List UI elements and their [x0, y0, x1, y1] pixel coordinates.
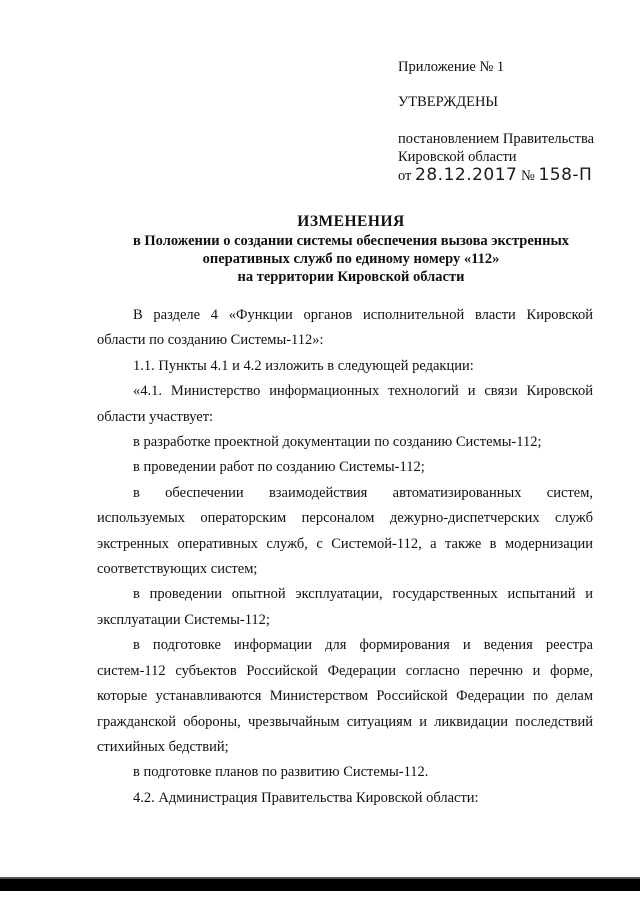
approval-block: [398, 58, 628, 185]
appendix-label: Приложение № 1: [398, 59, 505, 75]
document-body: [97, 303, 593, 811]
paragraph-4-1: «4.1. Министерство информационных технологий и связи Кировской области участвует:: [97, 383, 593, 425]
paragraph-section-4: В разделе 4 «Функции органов исполнительной власти Кировской области по созданию Системы-112»:: [97, 307, 593, 349]
handwritten-date: 28.12.2017: [415, 165, 518, 185]
paragraph-4-2: 4.2. Администрация Правительства Кировской области:: [133, 789, 479, 806]
resolution-line-1: постановлением Правительства: [398, 131, 595, 147]
list-item-trial-operation: в проведении опытной эксплуатации, государственных испытаний и эксплуатации Системы-112;: [97, 586, 593, 628]
list-item-design-docs: в разработке проектной документации по созданию Системы-112;: [133, 434, 542, 451]
list-item-works: в проведении работ по созданию Системы-112;: [133, 459, 425, 476]
list-item-interaction: в обеспечении взаимодействия автоматизированных систем, используемых операторским персоналом дежурно-диспетчерских служб экстренных оперативных служб, с Системой-112, а также в модернизации соответствующих систем;: [97, 484, 593, 578]
list-item-registry-info: в подготовке информации для формирования и ведения реестра систем-112 субъектов Российской Федерации согласно перечню и форме, которые устанавливаются Министерством Российской Федерации по делам гражданской обороны, чрезвычайным ситуациям и ликвидации последствий стихийных бедствий;: [97, 637, 593, 755]
document-title-block: [96, 213, 606, 286]
number-prefix: №: [521, 168, 535, 184]
resolution-line-2: Кировской области: [398, 149, 517, 165]
resolution-date-line: [398, 166, 628, 185]
approved-label: УТВЕРЖДЕНЫ: [398, 94, 499, 110]
handwritten-number: 158-П: [538, 165, 593, 185]
document-title: ИЗМЕНЕНИЯ: [297, 213, 405, 230]
scan-bottom-bar: [0, 879, 640, 891]
list-item-development-plans: в подготовке планов по развитию Системы-112.: [133, 764, 429, 781]
title-line-1: в Положении о создании системы обеспечения вызова экстренных: [132, 233, 570, 249]
title-line-3: на территории Кировской области: [237, 269, 465, 285]
title-line-2: оперативных служб по единому номеру «112»: [202, 251, 500, 267]
date-prefix: от: [398, 168, 412, 184]
paragraph-1-1: 1.1. Пункты 4.1 и 4.2 изложить в следующей редакции:: [133, 357, 474, 374]
